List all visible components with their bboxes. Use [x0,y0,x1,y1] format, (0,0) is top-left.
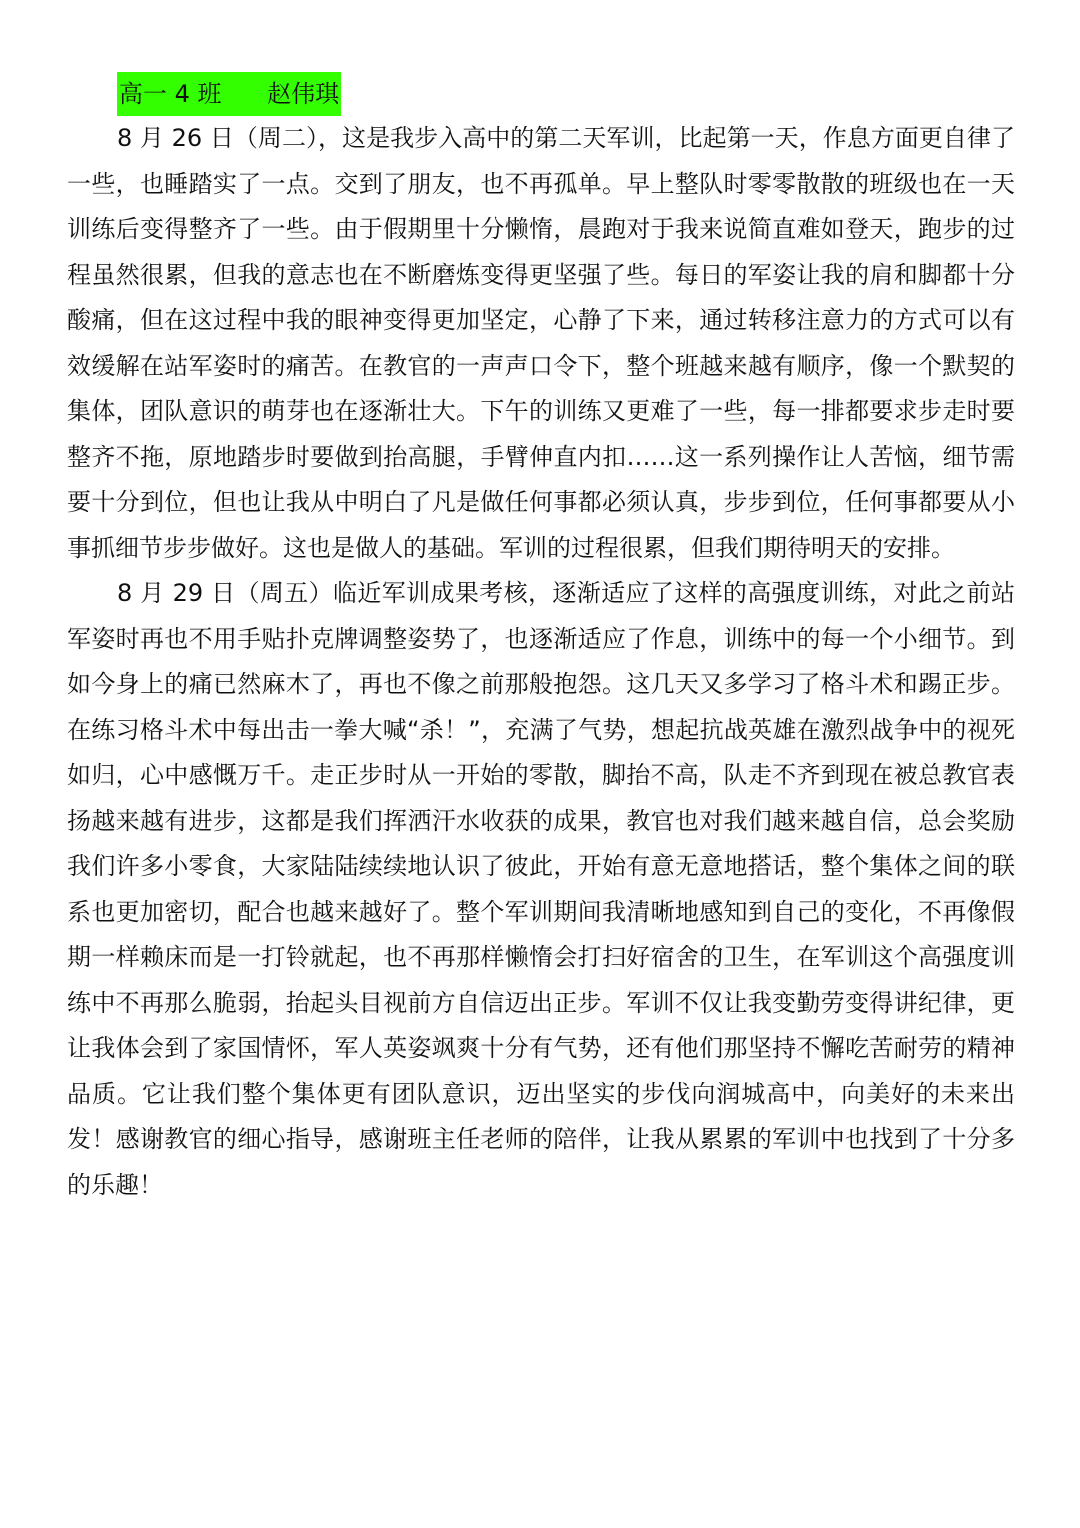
paragraph-aug-29: 8 月 29 日（周五）临近军训成果考核，逐渐适应了这样的高强度训练，对此之前站军姿时再也不用手贴扑克牌调整姿势了，也逐渐适应了作息，训练中的每一个小细节。到如今身上的痛已然麻木了，再也不像之前那般抱怨。这几天又多学习了格斗术和踢正步。在练习格斗术中每出击一拳大喊“杀！”，充满了气势，想起抗战英雄在激烈战争中的视死如归，心中感慨万千。走正步时从一开始的零散，脚抬不高，队走不齐到现在被总教官表扬越来越有进步，这都是我们挥洒汗水收获的成果，教官也对我们越来越自信，总会奖励我们许多小零食，大家陆陆续续地认识了彼此，开始有意无意地搭话，整个集体之间的联系也更加密切，配合也越来越好了。整个军训期间我清晰地感知到自己的变化，不再像假期一样赖床而是一打铃就起，也不再那样懒惰会打扫好宿舍的卫生，在军训这个高强度训练中不再那么脆弱，抬起头目视前方自信迈出正步。军训不仅让我变勤劳变得讲纪律，更让我体会到了家国情怀，军人英姿飒爽十分有气势，还有他们那坚持不懈吃苦耐劳的精神品质。它让我们整个集体更有团队意识，迈出坚实的步伐向润城高中，向美好的未来出发！感谢教官的细心指导，感谢班主任老师的陪伴，让我从累累的军训中也找到了十分多的乐趣！ [67,579,1015,1199]
paragraph-aug-26: 8 月 26 日（周二），这是我步入高中的第二天军训，比起第一天，作息方面更自律了一些，也睡踏实了一点。交到了朋友，也不再孤单。早上整队时零零散散的班级也在一天训练后变得整齐了一些。由于假期里十分懒惰，晨跑对于我来说简直难如登天，跑步的过程虽然很累，但我的意志也在不断磨炼变得更坚强了些。每日的军姿让我的肩和脚都十分酸痛，但在这过程中我的眼神变得更加坚定，心静了下来，通过转移注意力的方式可以有效缓解在站军姿时的痛苦。在教官的一声声口令下，整个班越来越有顺序，像一个默契的集体，团队意识的萌芽也在逐渐壮大。下午的训练又更难了一些，每一排都要求步走时要整齐不拖，原地踏步时要做到抬高腿，手臂伸直内扣……这一系列操作让人苦恼，细节需要十分到位，但也让我从中明白了凡是做任何事都必须认真，步步到位，任何事都要从小事抓细节步步做好。这也是做人的基础。军训的过程很累，但我们期待明天的安排。 [67,124,1015,562]
document-page [67,72,1015,1208]
author-heading: 高一 4 班 赵伟琪 [117,72,341,116]
